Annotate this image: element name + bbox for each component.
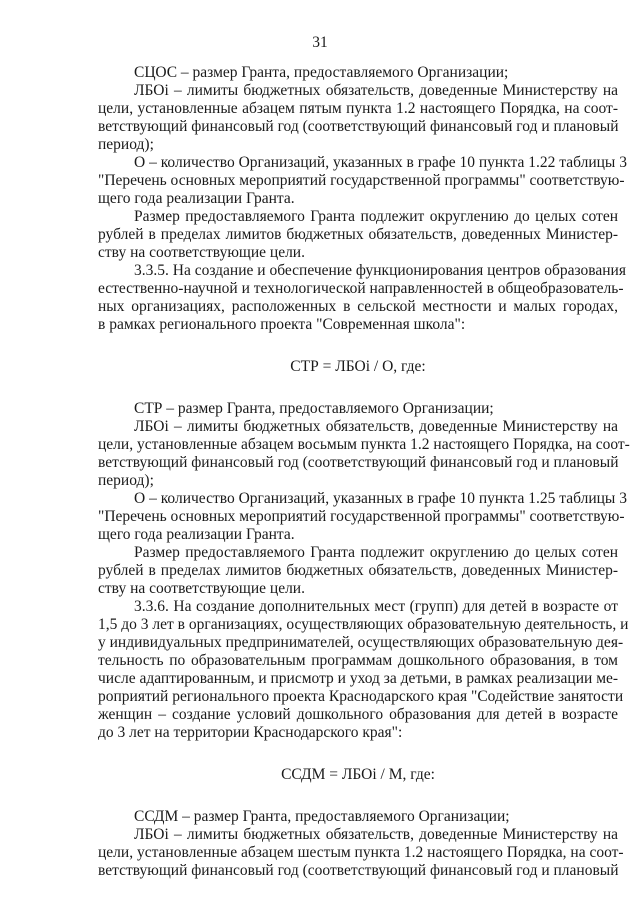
text-line: ССДМ – размер Гранта, предоставляемого Организации;: [134, 808, 510, 825]
paragraph-spacer: [98, 742, 618, 766]
text-line: ЛБОi – лимиты бюджетных обязательств, доведенные Министерству на: [134, 82, 618, 99]
text-line: рублей в пределах лимитов бюджетных обязательств, доведенных Министер-: [98, 226, 618, 243]
text-line: ЛБОi – лимиты бюджетных обязательств, доведенные Министерству на: [134, 826, 618, 843]
text-line: период);: [98, 136, 154, 153]
text-line: 1,5 до 3 лет в организациях, осуществляющих образовательную деятельность, и: [98, 616, 629, 633]
text-line: СЦОС – размер Гранта, предоставляемого Организации;: [134, 64, 509, 81]
text-line: 3.3.6. На создание дополнительных мест (групп) для детей в возрасте от: [134, 598, 618, 615]
text-line: числе адаптированным, и присмотр и уход за детьми, в рамках реализации ме-: [98, 670, 619, 687]
text-line: период);: [98, 472, 154, 489]
text-line: щего года реализации Гранта.: [98, 190, 295, 207]
text-line: цели, установленные абзацем шестым пункта 1.2 настоящего Порядка, на соот-: [98, 844, 624, 861]
text-line: в рамках регионального проекта "Современная школа":: [98, 316, 466, 333]
paragraph-spacer: [98, 784, 618, 808]
text-line: 3.3.5. На создание и обеспечение функционирования центров образования: [134, 262, 626, 279]
formula-line: ССДМ = ЛБОi / М, где:: [281, 766, 435, 783]
text-line: Размер предоставляемого Гранта подлежит округлению до целых сотен: [134, 208, 618, 225]
text-line: ЛБОi – лимиты бюджетных обязательств, доведенные Министерству на: [134, 418, 618, 435]
text-line: СТР – размер Гранта, предоставляемого Организации;: [134, 400, 494, 417]
text-line: тельность по образовательным программам дошкольного образования, в том: [98, 652, 618, 669]
text-line: О – количество Организаций, указанных в графе 10 пункта 1.25 таблицы 3: [134, 490, 627, 507]
text-line: ству на соответствующие цели.: [98, 580, 305, 597]
text-line: ных организациях, расположенных в сельской местности и малых городах,: [98, 298, 618, 315]
text-line: у индивидуальных предпринимателей, осуществляющих образовательную дея-: [98, 634, 624, 651]
text-line: ветствующий финансовый год (соответствующий финансовый год и плановый: [98, 862, 619, 879]
text-line: женщин – создание условий дошкольного образования для детей в возрасте: [98, 706, 618, 723]
text-line: Размер предоставляемого Гранта подлежит округлению до целых сотен: [134, 544, 618, 561]
text-line: "Перечень основных мероприятий государственной программы" соответствую-: [98, 508, 625, 525]
text-line: цели, установленные абзацем восьмым пункта 1.2 настоящего Порядка, на соот-: [98, 436, 630, 453]
paragraph-spacer: [98, 376, 618, 400]
document-body: [98, 64, 630, 880]
text-line: до 3 лет на территории Краснодарского края":: [98, 724, 403, 741]
text-line: ветствующий финансовый год (соответствующий финансовый год и плановый: [98, 118, 619, 135]
text-line: роприятий регионального проекта Краснодарского края "Содействие занятости: [98, 688, 624, 705]
formula-line: СТР = ЛБОi / О, где:: [290, 358, 426, 375]
text-line: рублей в пределах лимитов бюджетных обязательств, доведенных Министер-: [98, 562, 618, 579]
text-line: ству на соответствующие цели.: [98, 244, 305, 261]
text-line: ветствующий финансовый год (соответствующий финансовый год и плановый: [98, 454, 619, 471]
text-line: щего года реализации Гранта.: [98, 526, 295, 543]
text-line: "Перечень основных мероприятий государственной программы" соответствую-: [98, 172, 625, 189]
text-line: цели, установленные абзацем пятым пункта 1.2 настоящего Порядка, на соот-: [98, 100, 618, 117]
page-number: 31: [312, 34, 328, 51]
text-line: естественно-научной и технологической направленностей в общеобразователь-: [98, 280, 624, 297]
text-line: О – количество Организаций, указанных в графе 10 пункта 1.22 таблицы 3: [134, 154, 627, 171]
paragraph-spacer: [98, 334, 618, 358]
